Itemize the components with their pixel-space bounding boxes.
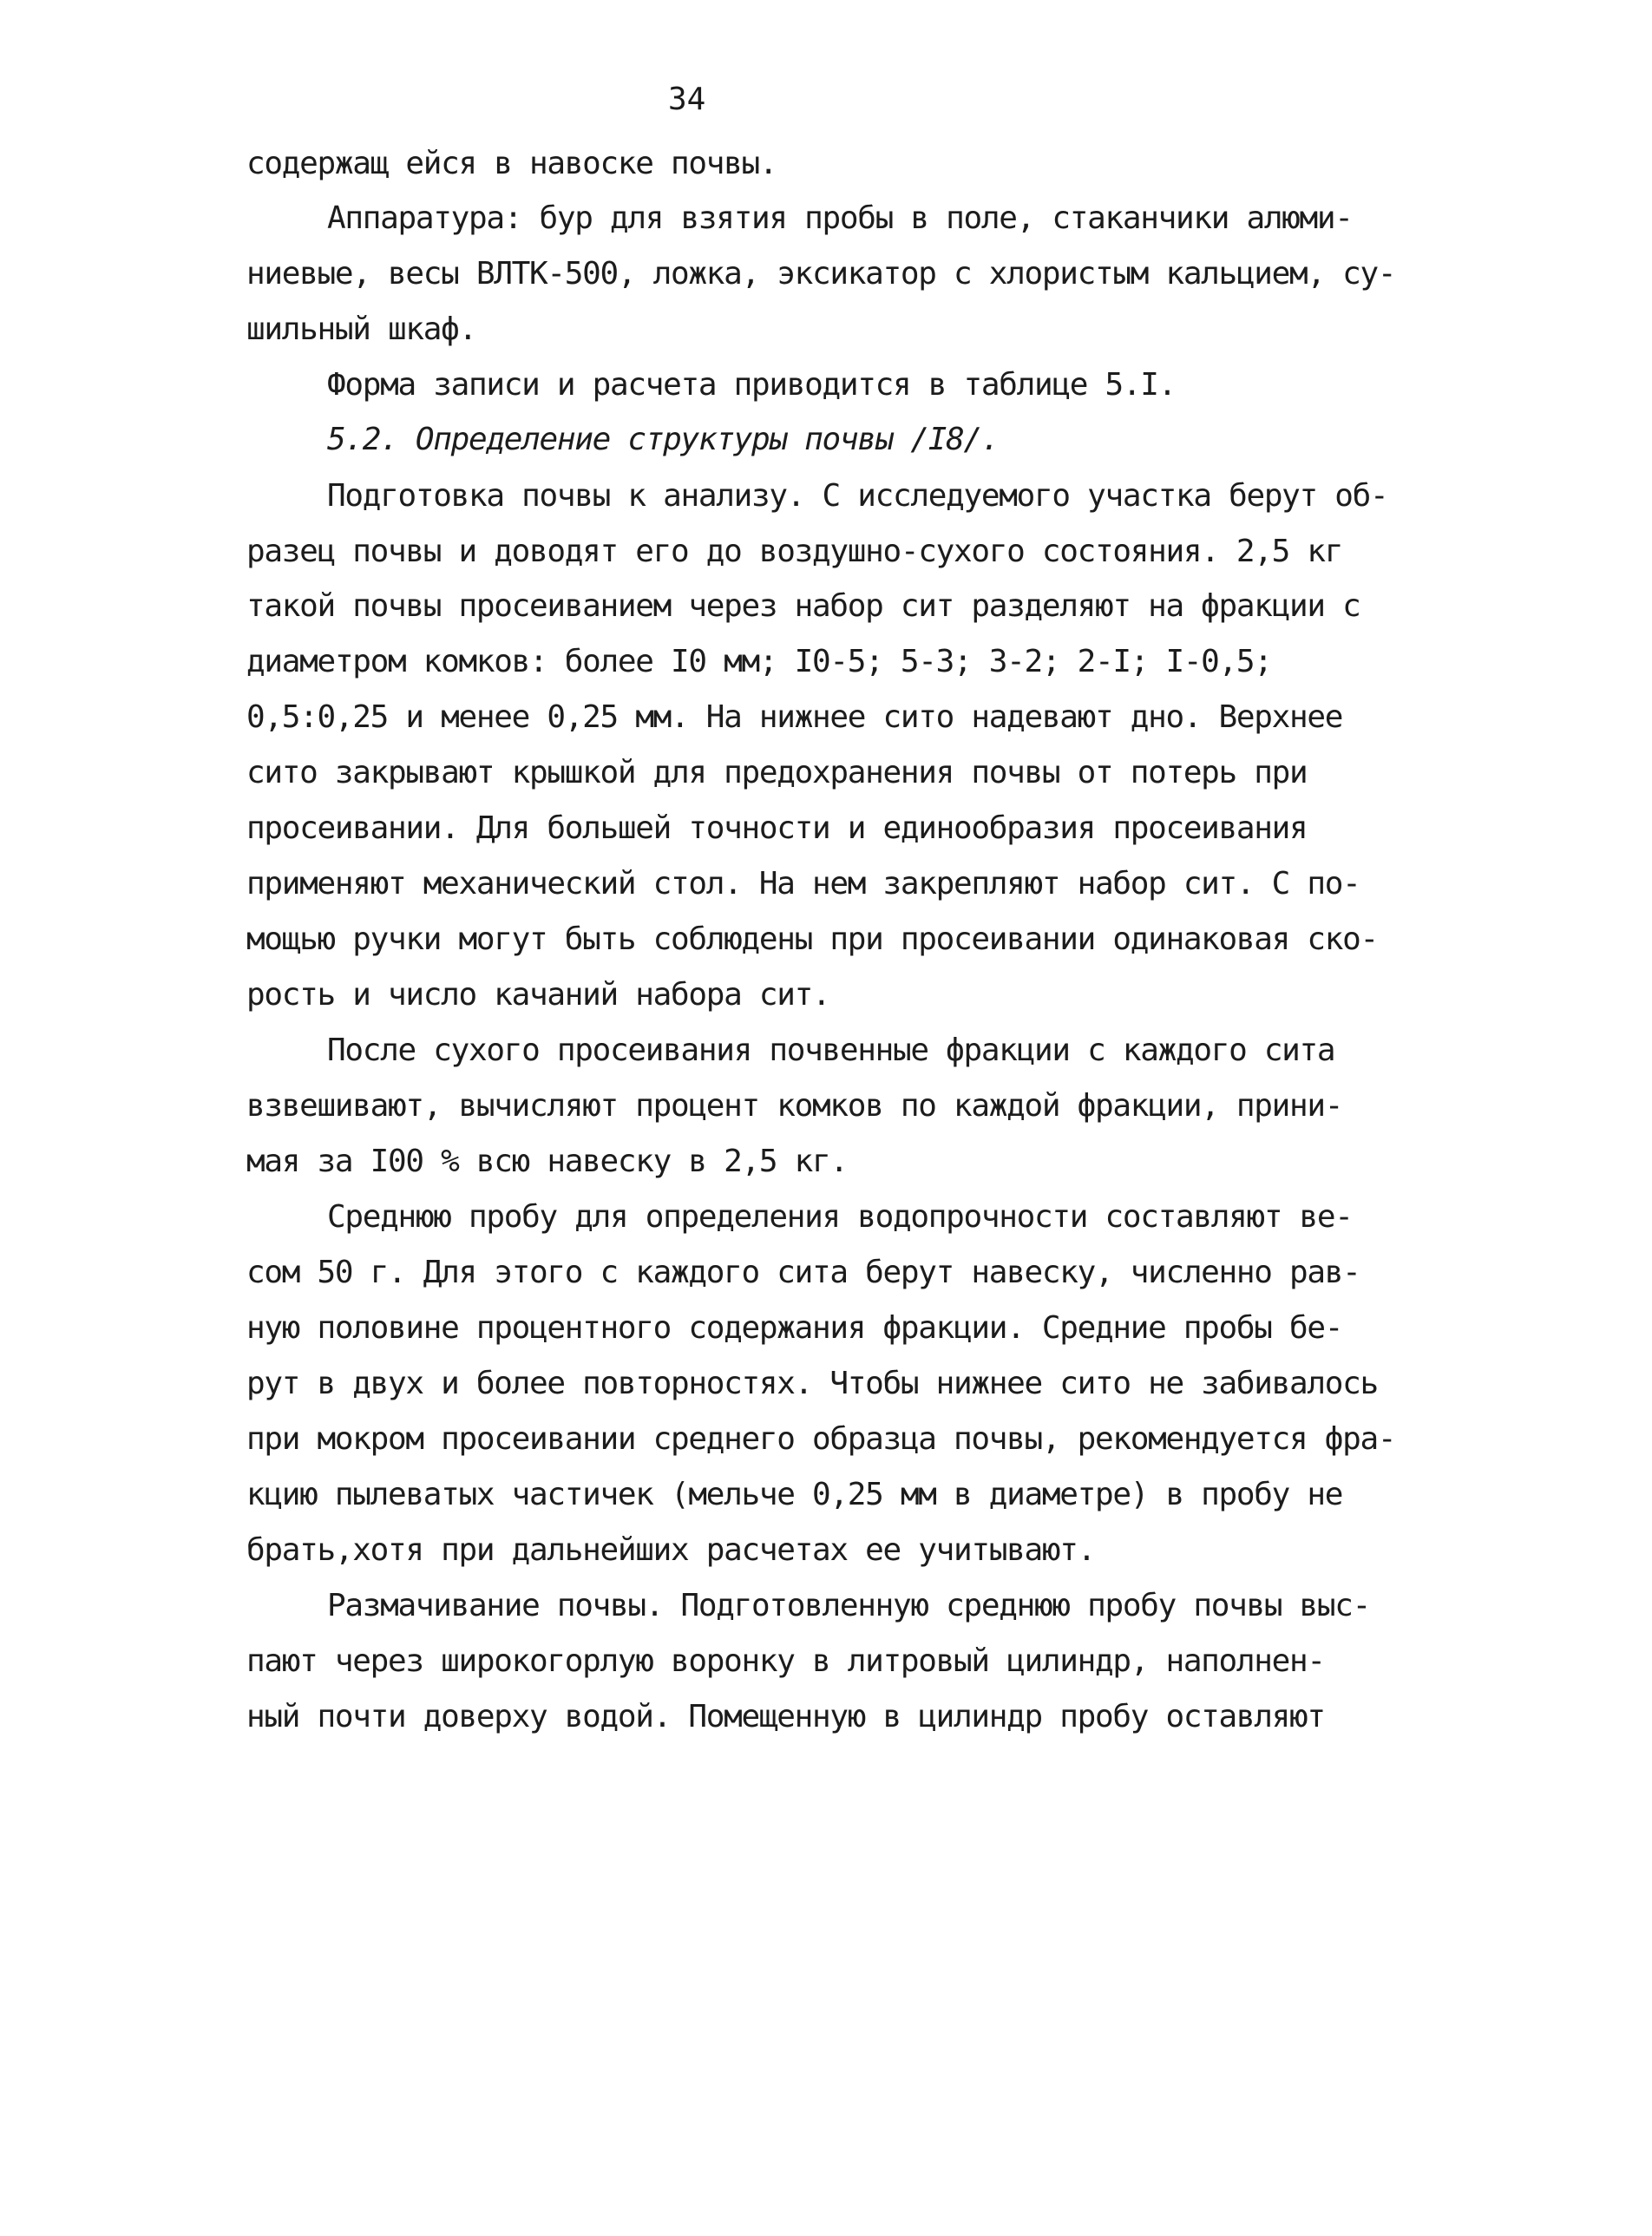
text-line: брать,хотя при дальнейших расчетах ее учитывают.: [246, 1532, 1095, 1568]
text-line: кцию пылеватых частичек (мельче 0,25 мм в диаметре) в пробу не: [246, 1477, 1343, 1512]
text-line: рут в двух и более повторностях. Чтобы нижнее сито не забивалось: [246, 1366, 1378, 1401]
text-line: мая за I00 % всю навеску в 2,5 кг.: [246, 1144, 848, 1179]
text-line: взвешивают, вычисляют процент комков по каждой фракции, прини-: [246, 1088, 1343, 1124]
text-line: сито закрывают крышкой для предохранения почвы от потерь при: [246, 755, 1308, 790]
text-line: Подготовка почвы к анализу. С исследуемого участка берут об-: [327, 478, 1388, 514]
text-line: шильный шкаф.: [246, 311, 476, 347]
text-line: ный почти доверху водой. Помещенную в цилиндр пробу оставляют: [246, 1699, 1325, 1734]
text-line: пают через широкогорлую воронку в литровый цилиндр, наполнен-: [246, 1643, 1325, 1679]
text-line: ниевые, весы ВЛТК-500, ложка, эксикатор с хлористым кальцием, су-: [246, 256, 1396, 292]
text-line: Аппаратура: бур для взятия пробы в поле, стаканчики алюми-: [327, 200, 1353, 236]
text-line: После сухого просеивания почвенные фракции с каждого сита: [327, 1033, 1335, 1068]
text-line: содержащ ейся в навоске почвы.: [246, 146, 777, 181]
text-line: применяют механический стол. На нем закрепляют набор сит. С по-: [246, 866, 1360, 902]
text-line: просеивании. Для большей точности и единообразия просеивания: [246, 810, 1308, 846]
text-line: разец почвы и доводят его до воздушно-сухого состояния. 2,5 кг: [246, 534, 1343, 569]
text-line: ную половине процентного содержания фракции. Средние пробы бе-: [246, 1310, 1343, 1346]
text-line: 0,5:0,25 и менее 0,25 мм. На нижнее сито надевают дно. Верхнее: [246, 699, 1343, 735]
text-line: при мокром просеивании среднего образца почвы, рекомендуется фра-: [246, 1421, 1396, 1457]
text-line: мощью ручки могут быть соблюдены при просеивании одинаковая ско-: [246, 921, 1378, 957]
section-heading: 5.2. Определение структуры почвы /I8/.: [327, 422, 1000, 457]
page-number: 34: [668, 82, 706, 117]
text-line: сом 50 г. Для этого с каждого сита берут навеску, численно рав-: [246, 1255, 1360, 1290]
text-line: Форма записи и расчета приводится в таблице 5.I.: [327, 367, 1176, 403]
text-line: рость и число качаний набора сит.: [246, 977, 830, 1013]
text-line: Среднюю пробу для определения водопрочности составляют ве-: [327, 1199, 1353, 1235]
text-line: диаметром комков: более I0 мм; I0-5; 5-3; 3-2; 2-I; I-0,5;: [246, 644, 1272, 679]
text-line: Размачивание почвы. Подготовленную среднюю пробу почвы выс-: [327, 1588, 1371, 1623]
text-line: такой почвы просеиванием через набор сит разделяют на фракции с: [246, 588, 1360, 624]
